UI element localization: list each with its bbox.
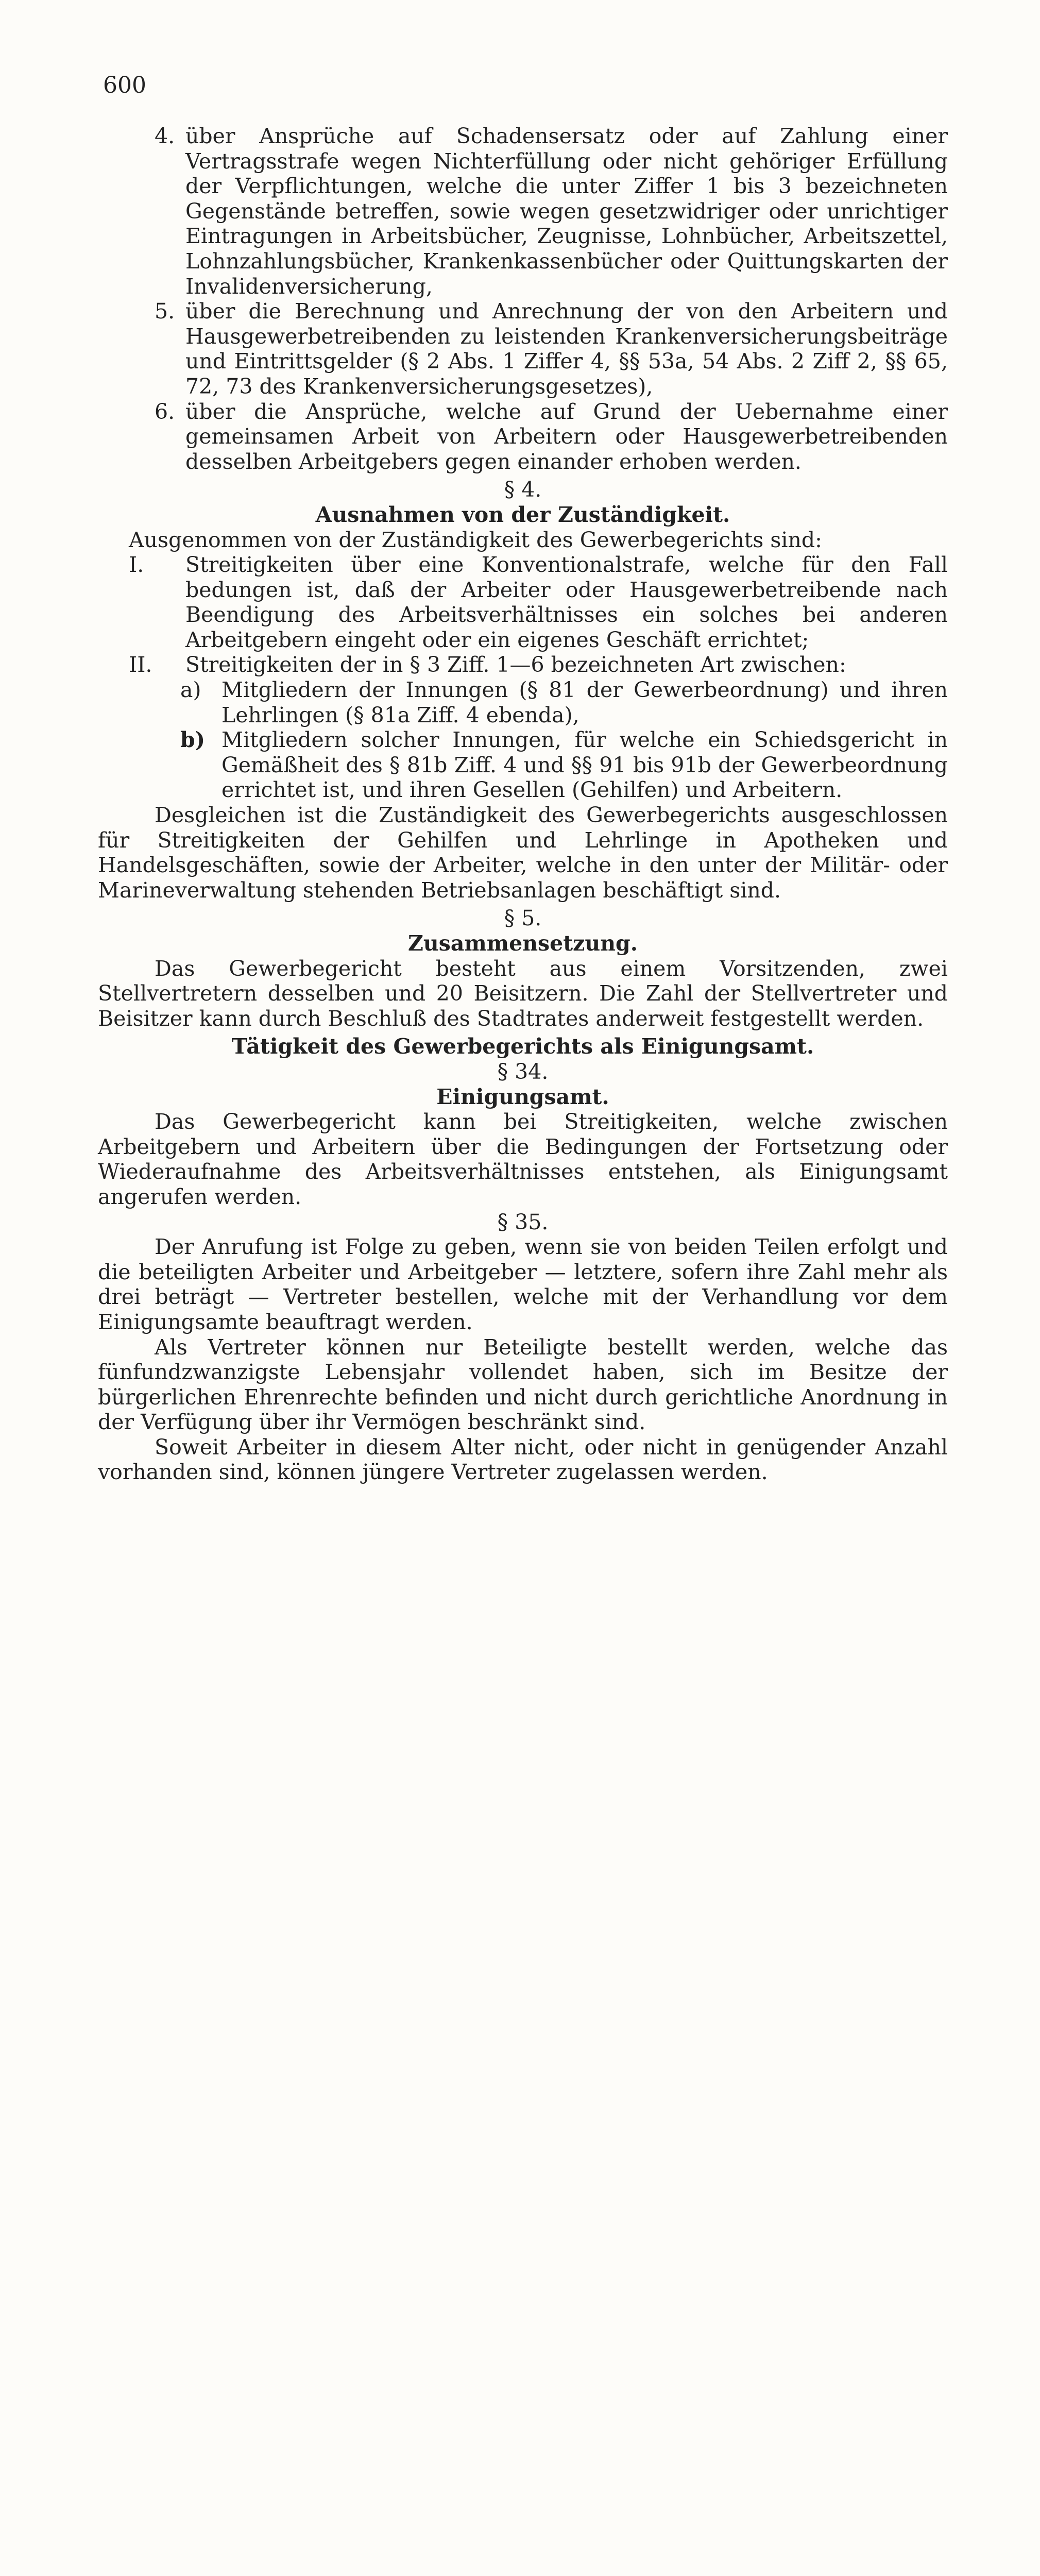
item-number: a) [180, 677, 201, 703]
paragraph: Als Vertreter können nur Beteiligte bestellt werden, welche das fünfundzwanzigste Lebensjahr vollendet haben, sich im Besitze der bürgerlichen Ehrenrechte befinden und nicht durch gerichtliche Anordnung in der Verfügung über ihr Vermögen beschränkt sind. [98, 1334, 948, 1435]
paragraph: Der Anrufung ist Folge zu geben, wenn sie von beiden Teilen erfolgt und die beteiligten Arbeiter und Arbeitgeber — letztere, sofern ihre Zahl mehr als drei beträgt — Vertreter bestellen, welche mit der Verhandlung vor dem Einigungsamte beauftragt werden. [98, 1234, 948, 1334]
paragraph: Das Gewerbegericht besteht aus einem Vorsitzenden, zwei Stellvertretern desselben und 20 Beisitzern. Die Zahl der Stellvertreter und Beisitzer kann durch Beschluß des Stadtrates anderweit festgestellt werden. [98, 956, 948, 1031]
footer-bar [0, 1633, 1040, 1715]
section-number: § 4. [504, 477, 542, 502]
item-number: I. [129, 552, 144, 578]
item-text: Mitgliedern solcher Innungen, für welche ein Schiedsgericht in Gemäßheit des § 81b Ziff. 4 und §§ 91 bis 91b der Gewerbeordnung errichtet ist, und ihren Gesellen (Gehilfen) und Arbeitern. [221, 727, 948, 803]
list-item [98, 399, 948, 474]
list-item [98, 552, 948, 652]
item-text: über die Ansprüche, welche auf Grund der Uebernahme einer gemeinsamen Arbeit von Arbeitern oder Hausgewerbetreibenden desselben Arbeitgebers gegen einander erhoben werden. [185, 399, 948, 474]
paragraph: Das Gewerbegericht kann bei Streitigkeiten, welche zwischen Arbeitgebern und Arbeitern über die Bedingungen der Fortsetzung oder Wiederaufnahme des Arbeitsverhältnisses entstehen, als Einigungsamt angerufen werden. [98, 1109, 948, 1209]
part-title: Tätigkeit des Gewerbegerichts als Einigungsamt. [231, 1034, 814, 1059]
item-text: über Ansprüche auf Schadensersatz oder auf Zahlung einer Vertragsstrafe wegen Nichterfüllung oder nicht gehöriger Erfüllung der Verpflichtungen, welche die unter Ziffer 1 bis 3 bezeichneten Gegenstände betreffen, sowie wegen gesetzwidriger oder unrichtiger Eintragungen in Arbeitsbücher, Zeugnisse, Lohnbücher, Arbeitszettel, Lohnzahlungsbücher, Krankenkassenbücher oder Quittungskarten der Invalidenversicherung, [185, 124, 948, 299]
list-item [98, 299, 948, 399]
item-number: 5. [155, 299, 175, 324]
item-text: Mitgliedern der Innungen (§ 81 der Gewerbeordnung) und ihren Lehrlingen (§ 81a Ziff. 4 ebenda), [221, 677, 948, 727]
section-number: § 34. [497, 1059, 549, 1084]
section-title: Einigungsamt. [436, 1084, 609, 1109]
paragraph: Soweit Arbeiter in diesem Alter nicht, oder nicht in genügender Anzahl vorhanden sind, können jüngere Vertreter zugelassen werden. [98, 1434, 948, 1485]
list-item [98, 652, 948, 677]
list-item [98, 677, 948, 727]
page-body [98, 124, 948, 1485]
paragraph: Desgleichen ist die Zuständigkeit des Gewerbegerichts ausgeschlossen für Streitigkeiten der Gehilfen und Lehrlinge in Apotheken und Handelsgeschäften, sowie der Arbeiter, welche in den unter der Militär- oder Marineverwaltung stehenden Betriebsanlagen beschäftigt sind. [98, 803, 948, 903]
list-item [98, 727, 948, 803]
section-number: § 35. [497, 1209, 549, 1234]
list-item [98, 124, 948, 299]
item-number: 4. [155, 124, 175, 148]
section-title: Zusammensetzung. [408, 931, 638, 956]
item-number: b) [180, 727, 206, 753]
item-text: Streitigkeiten der in § 3 Ziff. 1—6 bezeichneten Art zwischen: [185, 652, 846, 677]
item-text: Streitigkeiten über eine Konventionalstrafe, welche für den Fall bedungen ist, daß der Arbeiter oder Hausgewerbetreibende nach Beendigung des Arbeitsverhältnisses ein solches bei anderen Arbeitgebern eingeht oder ein eigenes Geschäft errichtet; [185, 552, 948, 652]
section-title: Ausnahmen von der Zuständigkeit. [315, 502, 730, 527]
section-number: § 5. [504, 906, 542, 931]
item-text: über die Berechnung und Anrechnung der von den Arbeitern und Hausgewerbetreibenden zu leistenden Krankenversicherungsbeiträge und Eintrittsgelder (§ 2 Abs. 1 Ziffer 4, §§ 53a, 54 Abs. 2 Ziff 2, §§ 65, 72, 73 des Krankenversicherungsgesetzes), [185, 299, 948, 399]
item-number: II. [129, 652, 152, 677]
section-intro: Ausgenommen von der Zuständigkeit des Gewerbegerichts sind: [129, 527, 822, 552]
item-number: 6. [155, 399, 175, 424]
page-number: 600 [103, 72, 146, 98]
